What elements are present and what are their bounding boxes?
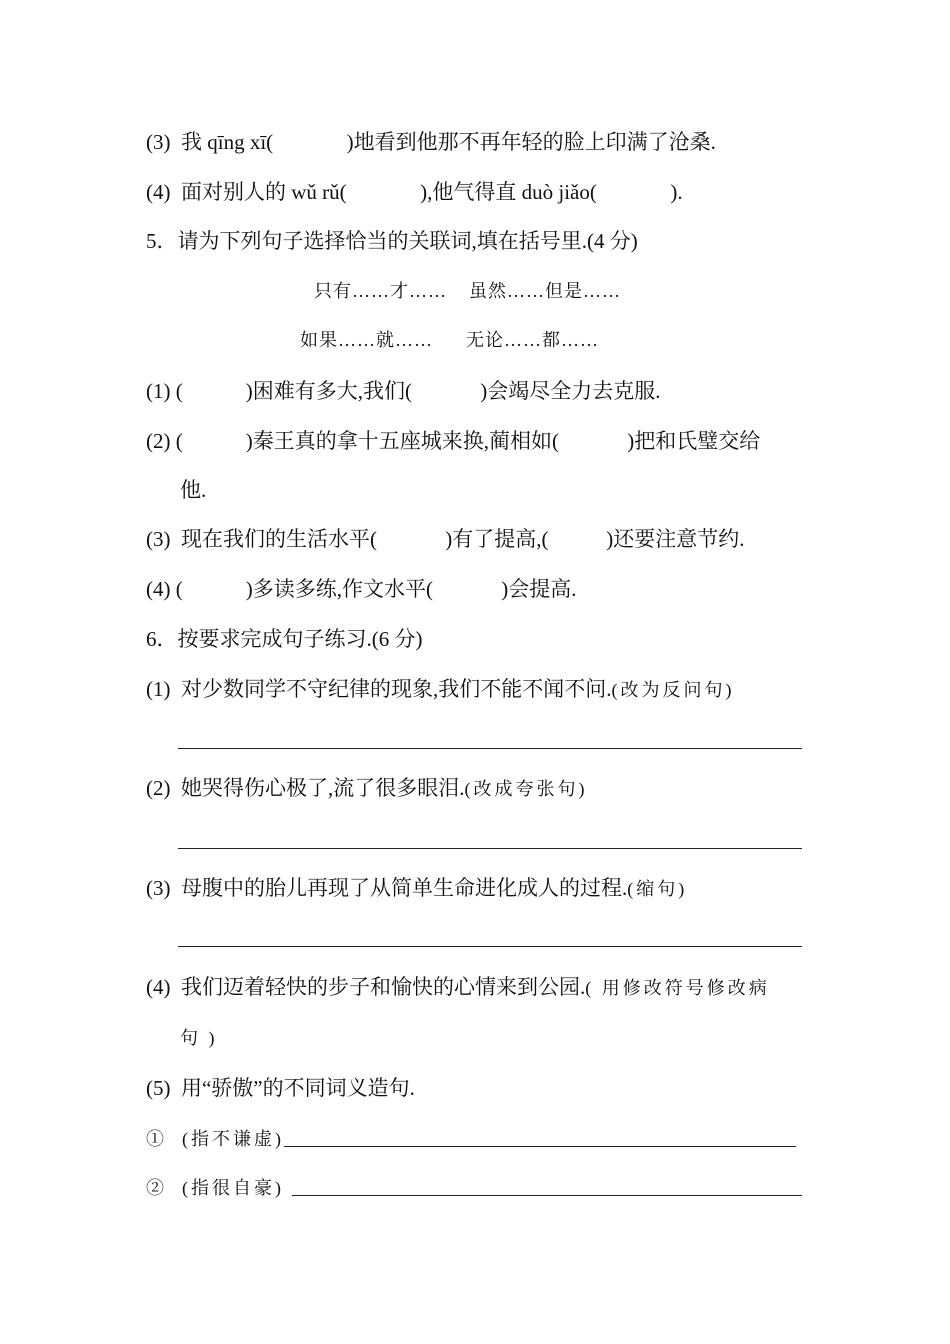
q6-item-5-sub-b [146, 1173, 802, 1202]
q6-item-4-instruction: ( 用修改符号修改病 [585, 978, 770, 998]
answer-line-5b [292, 1193, 802, 1196]
answer-line-3 [178, 946, 802, 947]
q4-item-3: (3) 我 qīng xī( )地看到他那不再年轻的脸上印满了沧桑. [146, 130, 716, 154]
q5-item-1: (1) ( )困难有多大,我们( )会竭尽全力去克服. [146, 379, 661, 403]
q6-item-4-continuation: 句 ) [180, 1028, 218, 1048]
q6-item-5-sub-a-label: ① (指不谦虚) [146, 1129, 284, 1149]
q6-title: 6．按要求完成句子练习.(6 分) [146, 627, 423, 651]
q6-item-2-text: (2) 她哭得伤心极了,流了很多眼泪. [146, 776, 465, 800]
q5-item-2: (2) ( )秦王真的拿十五座城来换,蔺相如( )把和氏璧交给 [146, 429, 761, 453]
q6-item-2-instruction: (改成夸张句) [464, 779, 588, 799]
q6-item-5-sub-b-label: ② (指很自豪) [146, 1178, 292, 1198]
q6-item-5: (5) 用“骄傲”的不同词义造句. [146, 1076, 415, 1100]
q5-item-2-continuation: 他. [180, 478, 207, 502]
q6-item-4 [146, 973, 770, 1002]
q5-title: 5．请为下列句子选择恰当的关联词,填在括号里.(4 分) [146, 229, 638, 253]
q6-item-5-sub-a [146, 1124, 796, 1153]
q6-item-3-instruction: (缩句) [627, 879, 688, 899]
q5-item-3: (3) 现在我们的生活水平( )有了提高,( )还要注意节约. [146, 527, 745, 551]
answer-line-1 [178, 748, 802, 749]
q4-item-4: (4) 面对别人的 wǔ rǔ( ),他气得直 duò jiǎo( ). [146, 180, 683, 204]
q6-item-3 [146, 874, 687, 903]
q6-item-1-instruction: (改为反问句) [611, 680, 735, 700]
q6-item-4-text: (4) 我们迈着轻快的步子和愉快的心情来到公园. [146, 975, 586, 999]
q6-item-1 [146, 675, 735, 704]
q6-item-2 [146, 774, 588, 803]
q5-word-bank-row-1: 只有……才…… 虽然……但是…… [314, 281, 621, 301]
q5-item-4: (4) ( )多读多练,作文水平( )会提高. [146, 577, 577, 601]
answer-line-2 [178, 848, 802, 849]
q6-item-1-text: (1) 对少数同学不守纪律的现象,我们不能不闻不问. [146, 677, 612, 701]
q5-word-bank-row-2: 如果……就…… 无论……都…… [300, 330, 599, 350]
q6-item-3-text: (3) 母腹中的胎儿再现了从简单生命进化成人的过程. [146, 876, 628, 900]
answer-line-5a [284, 1144, 796, 1147]
